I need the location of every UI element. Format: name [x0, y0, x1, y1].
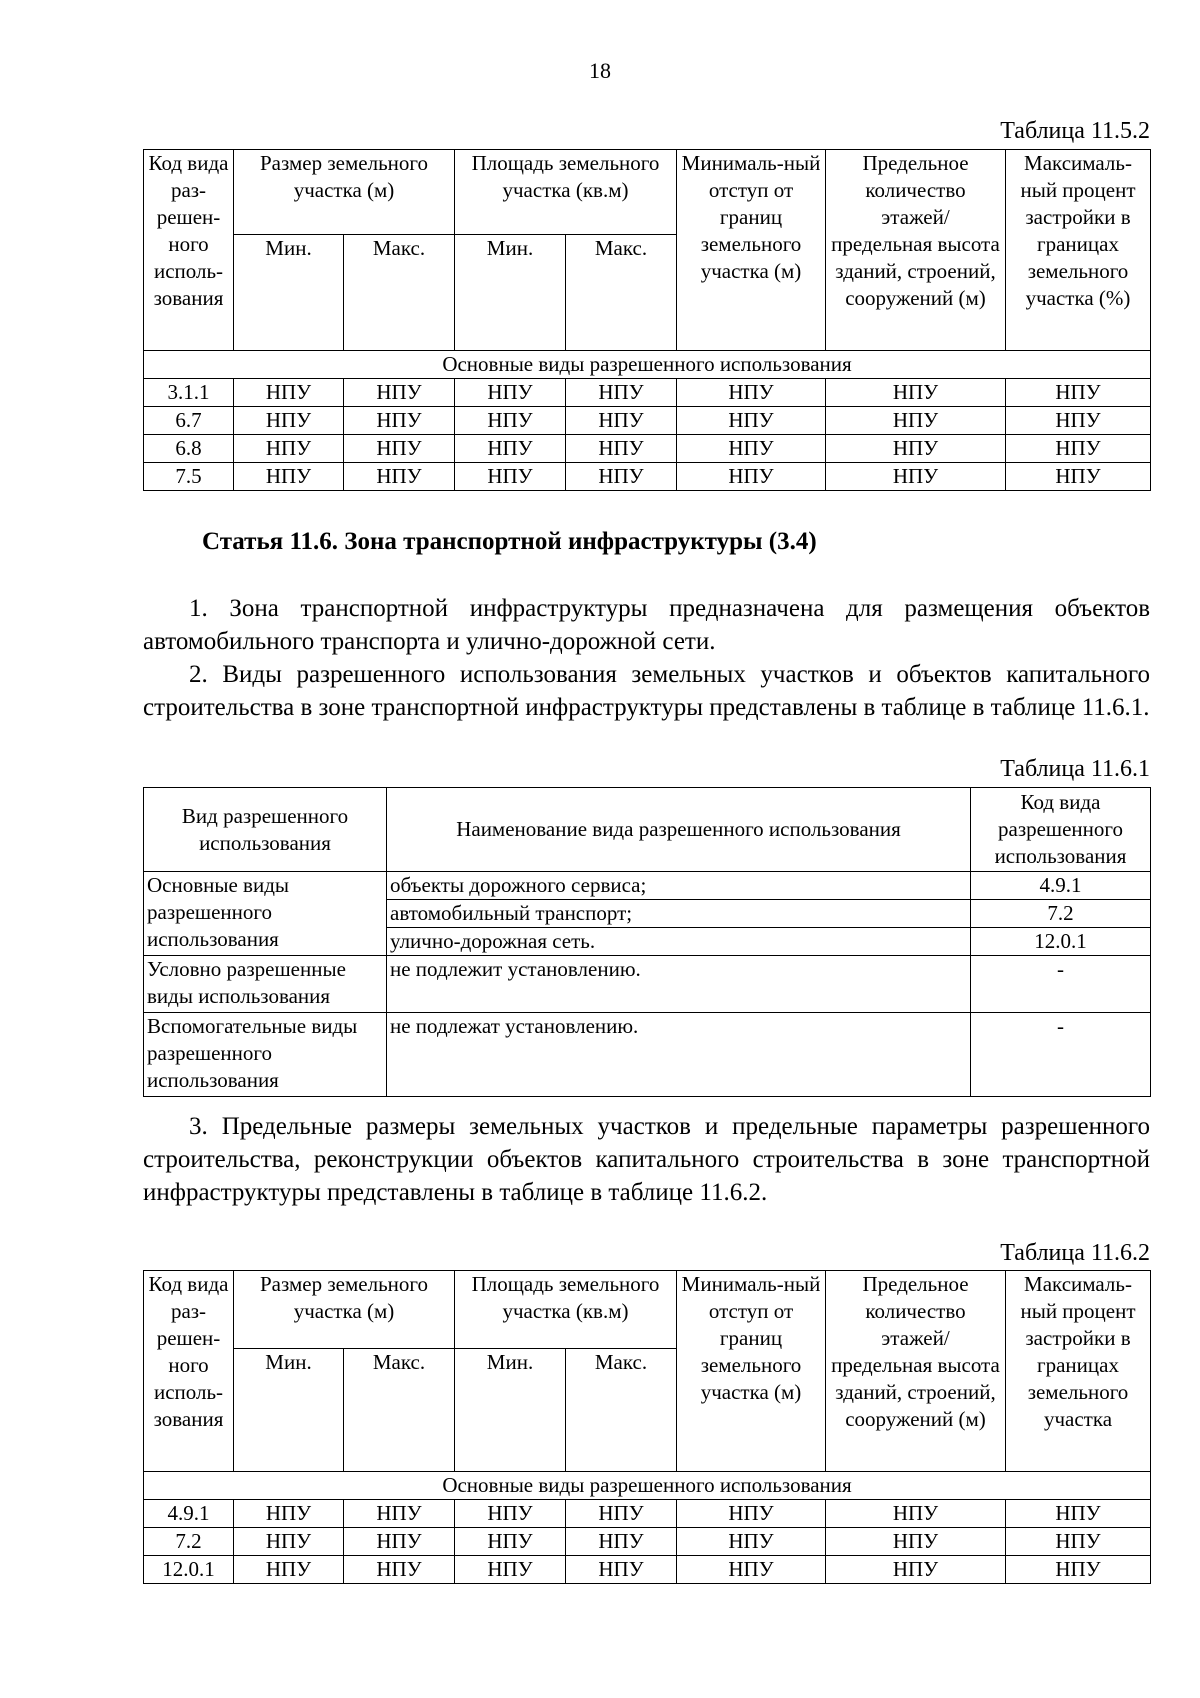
- header-setback: Минималь-ный отступ от границ земельного участка (м): [677, 1271, 826, 1472]
- cell-code: 4.9.1: [144, 1500, 234, 1528]
- paragraph-2: 2. Виды разрешенного использования земельных участков и объектов капитального строительства в зоне транспортной инфраструктуры представлены в таблице в таблице 11.6.1.: [143, 661, 1150, 721]
- header-area: Площадь земельного участка (кв.м): [455, 1271, 677, 1349]
- cell: НПУ: [677, 1528, 826, 1556]
- cell: НПУ: [234, 407, 344, 435]
- main-type-name: объекты дорожного сервиса;: [387, 872, 971, 900]
- cell: НПУ: [344, 407, 455, 435]
- cell-code: 6.8: [144, 435, 234, 463]
- cell: НПУ: [234, 379, 344, 407]
- header-setback: Минималь-ный отступ от границ земельного участка (м): [677, 150, 826, 351]
- header-size-min: Мин.: [234, 1349, 344, 1472]
- cell: НПУ: [566, 463, 677, 491]
- header-name: Наименование вида разрешенного использования: [387, 788, 971, 872]
- cell: НПУ: [677, 407, 826, 435]
- cell: НПУ: [1006, 463, 1151, 491]
- table-row: [144, 435, 1151, 463]
- cell: НПУ: [455, 407, 566, 435]
- cell: НПУ: [455, 379, 566, 407]
- cell-code: 6.7: [144, 407, 234, 435]
- cell: НПУ: [455, 435, 566, 463]
- cell: НПУ: [677, 1500, 826, 1528]
- header-size: Размер земельного участка (м): [234, 1271, 455, 1349]
- cell: НПУ: [455, 1556, 566, 1584]
- table-row: [144, 1528, 1151, 1556]
- cell: НПУ: [677, 379, 826, 407]
- header-area-max: Макс.: [566, 1349, 677, 1472]
- cell: НПУ: [566, 407, 677, 435]
- cell: НПУ: [826, 1500, 1006, 1528]
- cell: НПУ: [1006, 379, 1151, 407]
- table-11-6-1: [143, 787, 1151, 1097]
- header-type: Вид разрешенного использования: [144, 788, 387, 872]
- cell: НПУ: [1006, 1556, 1151, 1584]
- header-area-max: Макс.: [566, 235, 677, 351]
- cell: НПУ: [566, 1528, 677, 1556]
- table-11-6-2-caption: Таблица 11.6.2: [1000, 1240, 1150, 1266]
- conditional-types-code: -: [971, 956, 1151, 1013]
- main-type-code: 7.2: [971, 900, 1151, 928]
- cell: НПУ: [455, 1500, 566, 1528]
- cell-code: 7.2: [144, 1528, 234, 1556]
- header-size: Размер земельного участка (м): [234, 150, 455, 235]
- cell-code: 12.0.1: [144, 1556, 234, 1584]
- cell: НПУ: [344, 379, 455, 407]
- header-area: Площадь земельного участка (кв.м): [455, 150, 677, 235]
- cell: НПУ: [566, 1556, 677, 1584]
- cell: НПУ: [234, 1556, 344, 1584]
- table-11-6-1-caption: Таблица 11.6.1: [1000, 756, 1150, 782]
- main-type-code: 12.0.1: [971, 928, 1151, 956]
- cell: НПУ: [826, 1528, 1006, 1556]
- cell: НПУ: [566, 435, 677, 463]
- auxiliary-types-name: не подлежат установлению.: [387, 1013, 971, 1097]
- header-code: Код вида раз-решен-ного исполь-зования: [144, 150, 234, 351]
- cell: НПУ: [1006, 435, 1151, 463]
- cell: НПУ: [826, 463, 1006, 491]
- paragraph-1: 1. Зона транспортной инфраструктуры предназначена для размещения объектов автомобильного транспорта и улично-дорожной сети.: [143, 595, 1150, 655]
- cell: НПУ: [455, 1528, 566, 1556]
- cell: НПУ: [455, 463, 566, 491]
- conditional-types-name: не подлежит установлению.: [387, 956, 971, 1013]
- header-percent: Максималь-ный процент застройки в границах земельного участка (%): [1006, 150, 1151, 351]
- cell: НПУ: [234, 435, 344, 463]
- cell: НПУ: [677, 1556, 826, 1584]
- article-title: Статья 11.6. Зона транспортной инфраструктуры (3.4): [202, 528, 817, 555]
- table-row: [144, 1500, 1151, 1528]
- header-height: Предельное количество этажей/ предельная высота зданий, строений, сооружений (м): [826, 1271, 1006, 1472]
- main-types-label: Основные виды разрешенного использования: [144, 872, 387, 956]
- cell: НПУ: [344, 435, 455, 463]
- cell: НПУ: [677, 463, 826, 491]
- cell: НПУ: [344, 1528, 455, 1556]
- cell: НПУ: [826, 435, 1006, 463]
- main-type-name: улично-дорожная сеть.: [387, 928, 971, 956]
- table-11-5-2: [143, 149, 1151, 491]
- cell: НПУ: [677, 435, 826, 463]
- cell: НПУ: [566, 379, 677, 407]
- cell: НПУ: [1006, 1528, 1151, 1556]
- header-area-min: Мин.: [455, 1349, 566, 1472]
- header-size-max: Макс.: [344, 235, 455, 351]
- table-row: [144, 407, 1151, 435]
- cell: НПУ: [1006, 1500, 1151, 1528]
- cell: НПУ: [344, 1556, 455, 1584]
- header-code: Код вида раз-решен-ного исполь-зования: [144, 1271, 234, 1472]
- cell: НПУ: [826, 407, 1006, 435]
- table-row: [144, 1556, 1151, 1584]
- page-number: 18: [589, 58, 611, 83]
- auxiliary-types-label: Вспомогательные виды разрешенного использования: [144, 1013, 387, 1097]
- section-row: Основные виды разрешенного использования: [144, 1472, 1151, 1500]
- header-size-max: Макс.: [344, 1349, 455, 1472]
- cell: НПУ: [826, 379, 1006, 407]
- paragraph-3: 3. Предельные размеры земельных участков и предельные параметры разрешенного строительства, реконструкции объектов капитального строительства в зоне транспортной инфраструктуры представлены в таблице в таблице 11.6.2.: [143, 1113, 1150, 1206]
- table-11-5-2-caption: Таблица 11.5.2: [1000, 118, 1150, 144]
- conditional-types-label: Условно разрешенные виды использования: [144, 956, 387, 1013]
- header-size-min: Мин.: [234, 235, 344, 351]
- cell: НПУ: [344, 463, 455, 491]
- header-area-min: Мин.: [455, 235, 566, 351]
- header-height: Предельное количество этажей/ предельная высота зданий, строений, сооружений (м): [826, 150, 1006, 351]
- cell-code: 7.5: [144, 463, 234, 491]
- header-code: Код вида разрешенного использования: [971, 788, 1151, 872]
- cell: НПУ: [344, 1500, 455, 1528]
- cell: НПУ: [234, 1500, 344, 1528]
- main-type-code: 4.9.1: [971, 872, 1151, 900]
- cell: НПУ: [234, 463, 344, 491]
- table-row: [144, 463, 1151, 491]
- main-type-name: автомобильный транспорт;: [387, 900, 971, 928]
- table-11-6-2: [143, 1270, 1151, 1584]
- cell-code: 3.1.1: [144, 379, 234, 407]
- table-row: [144, 379, 1151, 407]
- cell: НПУ: [566, 1500, 677, 1528]
- cell: НПУ: [234, 1528, 344, 1556]
- header-percent: Максималь-ный процент застройки в границах земельного участка: [1006, 1271, 1151, 1472]
- section-row: Основные виды разрешенного использования: [144, 351, 1151, 379]
- cell: НПУ: [826, 1556, 1006, 1584]
- auxiliary-types-code: -: [971, 1013, 1151, 1097]
- cell: НПУ: [1006, 407, 1151, 435]
